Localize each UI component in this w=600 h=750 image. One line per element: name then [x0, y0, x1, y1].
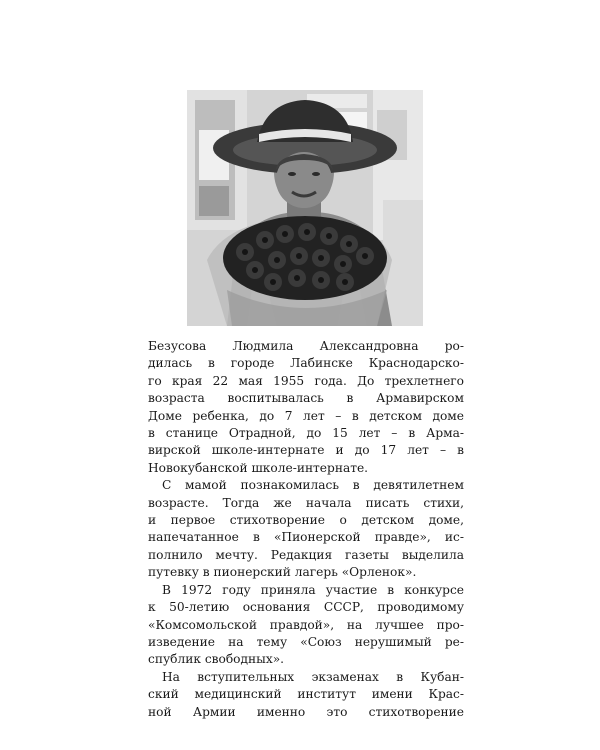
text-line: На вступительных экзаменах в Кубан- — [162, 669, 464, 684]
text-line: Новокубанской школе-интернате. — [148, 460, 369, 475]
text-line: возраста воспитывалась в Армавирском — [148, 391, 464, 406]
text-line: возрасте. Тогда же начала писать стихи, — [148, 495, 464, 510]
text-line: В 1972 году приняла участие в конкурсе — [162, 582, 464, 597]
text-line: в станице Отрадной, до 15 лет – в Арма- — [148, 426, 464, 441]
text-line: «Комсомольской правдой», на лучшее про- — [148, 617, 464, 632]
text-line: дилась в городе Лабинске Краснодарско- — [148, 356, 464, 371]
text-line: спублик свободных». — [148, 652, 285, 667]
author-photo — [187, 90, 423, 326]
text-line: ский медицинский институт имени Крас- — [148, 687, 464, 702]
text-line: ной Армии именно это стихотворение — [148, 704, 464, 719]
text-line: го края 22 мая 1955 года. До трехлетнего — [148, 373, 464, 388]
text-line: С мамой познакомилась в девятилетнем — [162, 478, 464, 493]
text-line: к 50-летию основания СССР, проводимому — [148, 600, 464, 615]
text-line: путевку в пионерский лагерь «Орленок». — [148, 565, 417, 580]
text-line: изведение на тему «Союз нерушимый ре- — [148, 634, 464, 649]
text-line: вирской школе-интернате и до 17 лет – в — [148, 443, 464, 458]
text-line: напечатанное в «Пионерской правде», ис- — [148, 530, 464, 545]
text-line: Безусова Людмила Александровна ро- — [148, 339, 464, 353]
author-portrait-image — [187, 90, 423, 326]
text-line: полнило мечту. Редакция газеты выделила — [148, 547, 464, 562]
article-body — [148, 338, 464, 721]
text-line: Доме ребенка, до 7 лет – в детском доме — [148, 408, 464, 423]
text-line: и первое стихотворение о детском доме, — [148, 513, 464, 528]
